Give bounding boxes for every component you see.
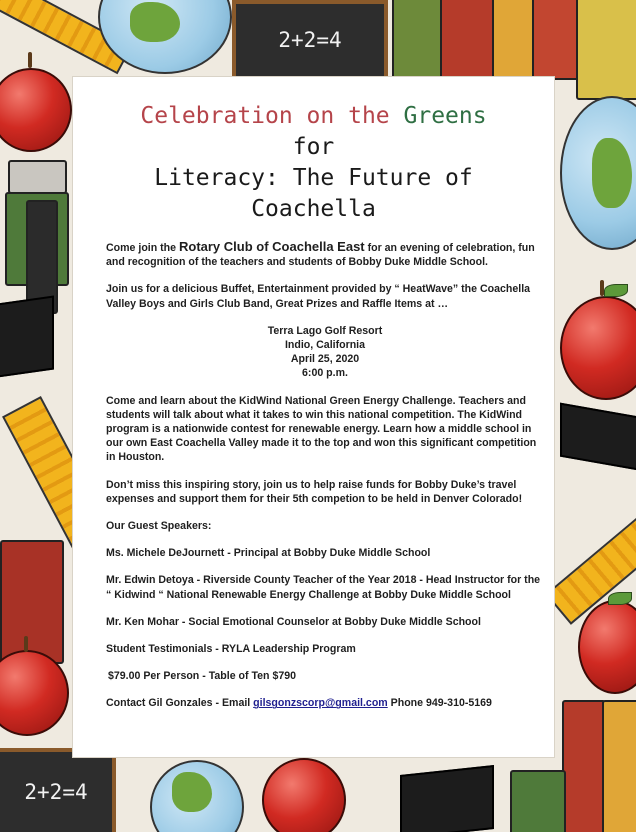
event-time: 6:00 p.m. (302, 367, 348, 380)
title-line-1 (73, 101, 554, 132)
book-illustration (8, 160, 67, 194)
title-celebration: Celebration on the (140, 103, 404, 129)
speaker-item: Ms. Michele DeJournett - Principal at Bobby Duke Middle School (106, 547, 431, 560)
book-illustration (602, 700, 636, 832)
book-illustration (440, 0, 496, 80)
book-illustration (576, 0, 636, 100)
buffet-paragraph: Join us for a delicious Buffet, Entertainment provided by “ HeatWave” the Coachella Valley Boys and Girls Club Band, Great Prizes and Raffle Items at … (106, 283, 531, 310)
chalkboard-text: 2+2=4 (278, 28, 342, 52)
chalkboard-illustration (232, 0, 388, 80)
graduation-cap-illustration (400, 765, 494, 832)
event-city: Indio, California (284, 339, 366, 352)
apple-illustration (262, 758, 346, 832)
book-illustration (562, 700, 606, 832)
chalkboard-text: 2+2=4 (24, 780, 88, 804)
chalkboard-illustration (0, 748, 116, 832)
globe-illustration (560, 96, 636, 250)
speaker-item: Mr. Ken Mohar - Social Emotional Counselor at Bobby Duke Middle School (106, 615, 481, 628)
book-illustration (532, 0, 580, 80)
apple-illustration (0, 68, 72, 152)
title-line-2: for (292, 134, 335, 160)
intro-paragraph: Come join the Rotary Club of Coachella East for an evening of celebration, fun and recognition of the teachers and students of Bobby Duke Middle School. (106, 239, 535, 269)
book-illustration (510, 770, 566, 832)
title-line-4: Coachella (251, 196, 376, 222)
speaker-item: Mr. Edwin Detoya - Riverside County Teacher of the Year 2018 - Head Instructor for the “ Kidwind “ National Renewable Energy Challenge at Bobby Duke Middle School (106, 574, 541, 601)
email-link[interactable]: gilsgonzscorp@gmail.com (253, 697, 388, 710)
title-line-3: Literacy: The Future of (154, 165, 473, 191)
apple-illustration (560, 296, 636, 400)
apple-illustration (578, 600, 636, 694)
price-line: $79.00 Per Person - Table of Ten $790 (108, 670, 297, 683)
speakers-heading: Our Guest Speakers: (106, 520, 212, 533)
globe-illustration (150, 760, 244, 832)
title-greens: Greens (403, 103, 487, 129)
graduation-cap-illustration (560, 403, 636, 472)
graduation-cap-illustration (0, 296, 54, 379)
book-illustration (392, 0, 444, 80)
inspire-paragraph: Don’t miss this inspiring story, join us to help raise funds for Bobby Duke’s travel expenses and support them for their 5th competion to be held in Denver Colorado! (106, 478, 523, 505)
flyer-content-panel (73, 77, 554, 757)
contact-line: Contact Gil Gonzales - Email gilsgonzscorp@gmail.com Phone 949-310-5169 (106, 697, 492, 710)
book-illustration (492, 0, 536, 80)
event-venue: Terra Lago Golf Resort (267, 324, 383, 337)
event-details (106, 324, 544, 381)
book-illustration (0, 540, 64, 664)
flyer-body (106, 240, 544, 724)
event-date: April 25, 2020 (290, 353, 360, 366)
organization-name: Rotary Club of Coachella East (178, 239, 365, 254)
flyer-heading (73, 101, 554, 225)
testimonials-line: Student Testimonials - RYLA Leadership Program (106, 643, 356, 656)
kidwind-paragraph: Come and learn about the KidWind National Green Energy Challenge. Teachers and students will talk about what it takes to win this national competition. The KidWind program is a nationwide contest for renewable energy. Learn how a middle school in our own East Coachella Valley made it to the top and won this significant competition in Houston. (106, 394, 537, 464)
